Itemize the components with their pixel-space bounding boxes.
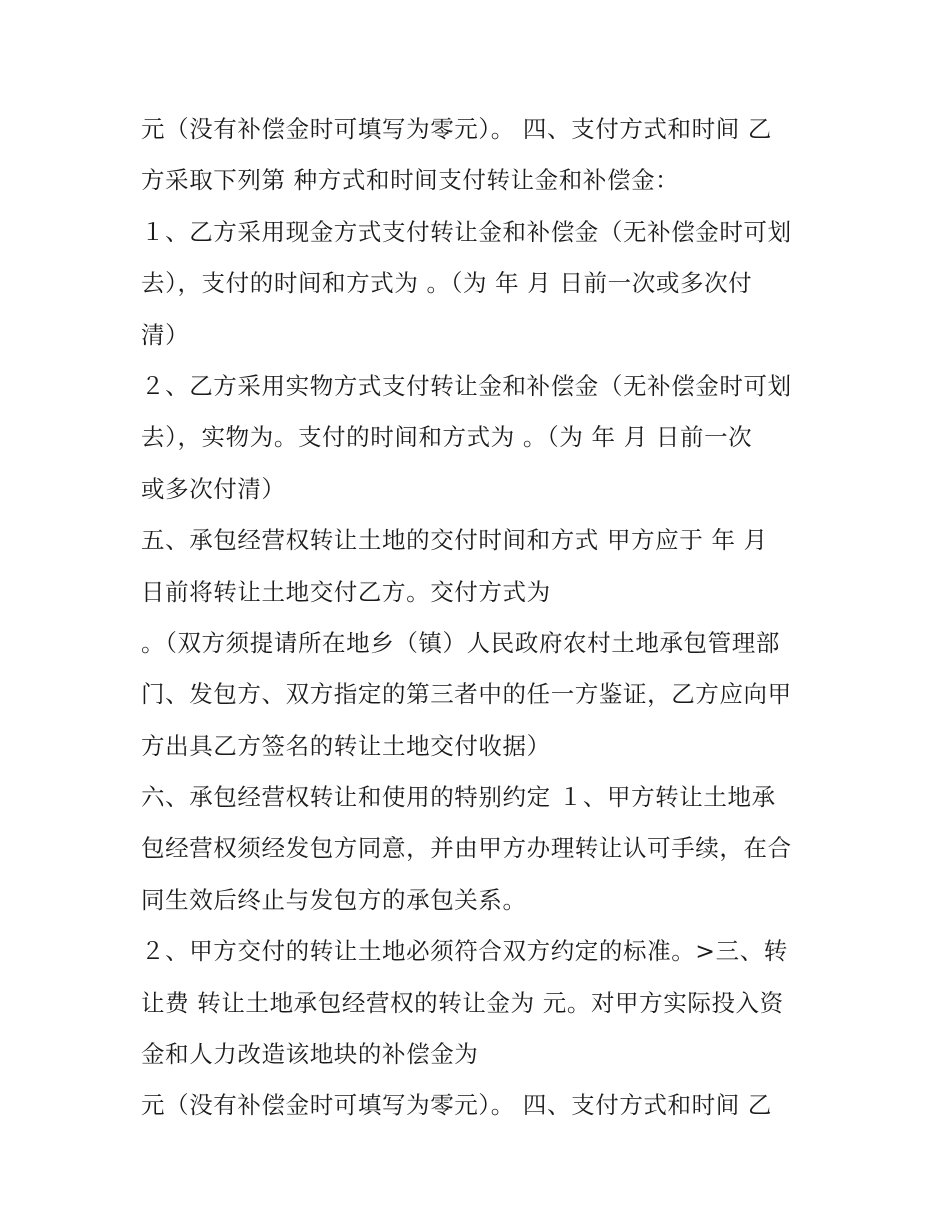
text-line: 去），实物为。支付的时间和方式为 。（为 年 月 日前一次 xyxy=(141,423,753,452)
text-line: 元（没有补偿金时可填写为零元）。 四、支付方式和时间 乙 xyxy=(141,115,772,143)
text-line: ２、甲方交付的转让土地必须符合双方约定的标准。>三、转 xyxy=(141,937,788,966)
text-line: 六、承包经营权转让和使用的特别约定 １、甲方转让土地承 xyxy=(141,783,776,812)
text-line: 方采取下列第 种方式和时间支付转让金和补偿金： xyxy=(141,166,680,195)
text-line: 同生效后终止与发包方的承包关系。 xyxy=(141,885,527,914)
text-line: 金和人力改造该地块的补偿金为 xyxy=(141,1040,479,1069)
document-body xyxy=(141,104,831,1132)
text-line: 方出具乙方签名的转让土地交付收据） xyxy=(141,731,551,760)
text-line: 五、承包经营权转让土地的交付时间和方式 甲方应于 年 月 xyxy=(141,526,768,555)
text-line: 清） xyxy=(141,320,190,349)
text-line: 去），支付的时间和方式为 。（为 年 月 日前一次或多次付 xyxy=(141,269,753,298)
text-line: １、乙方采用现金方式支付转让金和补偿金（无补偿金时可划 xyxy=(141,217,792,246)
text-line: 让费 转让土地承包经营权的转让金为 元。对甲方实际投入资 xyxy=(141,988,784,1017)
text-line: ２、乙方采用实物方式支付转让金和补偿金（无补偿金时可划 xyxy=(141,371,792,400)
text-line: 。（双方须提请所在地乡（镇）人民政府农村土地承包管理部 xyxy=(141,628,780,657)
text-line: 元（没有补偿金时可填写为零元）。 四、支付方式和时间 乙 xyxy=(141,1091,772,1120)
text-line: 包经营权须经发包方同意，并由甲方办理转让认可手续，在合 xyxy=(141,834,792,863)
text-line: 或多次付清） xyxy=(141,474,286,503)
text-line: 日前将转让土地交付乙方。交付方式为 xyxy=(141,577,551,606)
text-line: 门、发包方、双方指定的第三者中的任一方鉴证，乙方应向甲 xyxy=(141,680,792,709)
